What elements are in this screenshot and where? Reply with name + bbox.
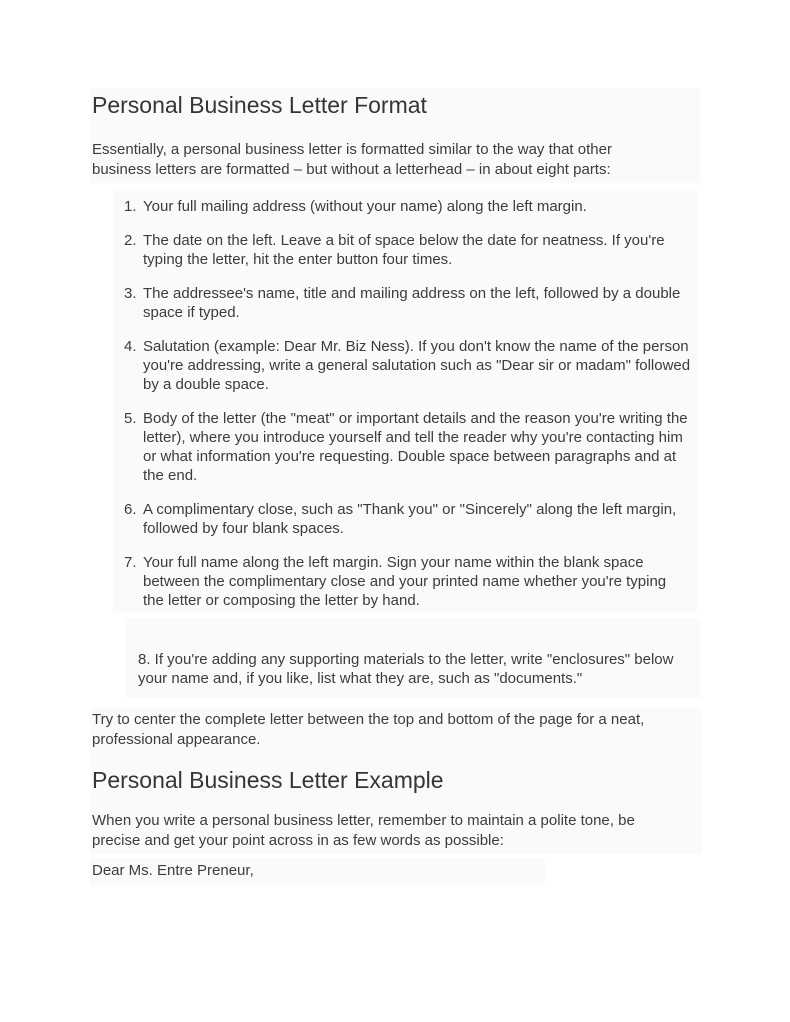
format-section — [90, 88, 700, 183]
format-step-8: 8. If you're adding any supporting materials to the letter, write "enclosures" below your name and, if you like, list what they are, such as "documents." — [138, 651, 674, 687]
format-step: The date on the left. Leave a bit of space below the date for neatness. If you're typing the letter, hit the enter button four times. — [143, 232, 665, 268]
centering-tip-paragraph: Try to center the complete letter between the top and bottom of the page for a neat, professional appearance. — [92, 711, 645, 748]
format-step: A complimentary close, such as "Thank you" or "Sincerely" along the left margin, followed by four blank spaces. — [143, 501, 677, 537]
format-step: The addressee's name, title and mailing address on the left, followed by a double space if typed. — [143, 285, 681, 321]
page-title: Personal Business Letter Format — [92, 92, 427, 118]
intro-paragraph: Essentially, a personal business letter is formatted similar to the way that other business letters are formatted – but without a letterhead – in about eight parts: — [92, 141, 612, 178]
format-steps-section — [113, 189, 697, 612]
example-intro-paragraph: When you write a personal business letter, remember to maintain a polite tone, be precise and get your point across in as few words as possible: — [92, 812, 635, 849]
example-heading: Personal Business Letter Example — [92, 767, 444, 793]
format-step: Your full name along the left margin. Sign your name within the blank space between the complimentary close and your printed name whether you're typing the letter or composing the letter by hand. — [143, 554, 667, 609]
format-step: Salutation (example: Dear Mr. Biz Ness). If you don't know the name of the person you're addressing, write a general salutation such as "Dear sir or madam" followed by a double space. — [143, 338, 691, 393]
example-section — [90, 708, 702, 854]
format-step-8-section — [125, 618, 700, 698]
salutation-band — [90, 858, 545, 885]
salutation-line: Dear Ms. Entre Preneur, — [92, 862, 254, 879]
format-step: Body of the letter (the "meat" or important details and the reason you're writing the letter), where you introduce yourself and tell the reader why you're contacting him or what information you're requesting. Double space between paragraphs and at the end. — [143, 410, 688, 484]
format-steps-list — [113, 197, 697, 610]
format-step: Your full mailing address (without your name) along the left margin. — [143, 198, 587, 215]
